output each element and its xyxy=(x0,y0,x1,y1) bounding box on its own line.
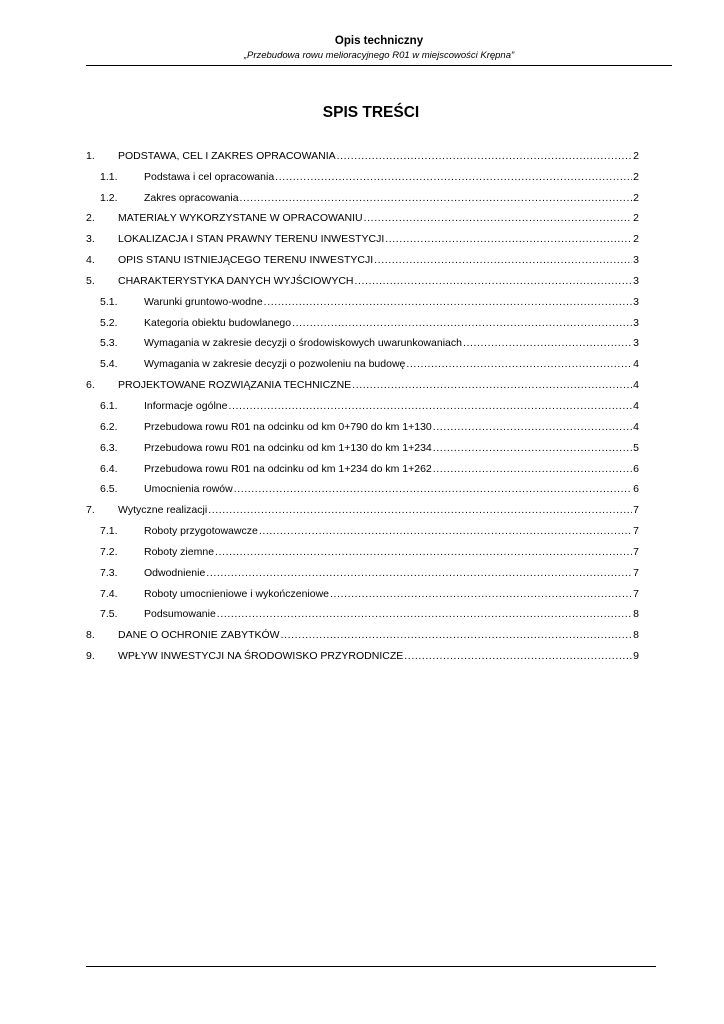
toc-entry[interactable] xyxy=(86,287,639,308)
toc-entry-number: 6.5. xyxy=(100,483,118,496)
toc-entry-leader xyxy=(404,650,632,662)
toc-entry[interactable] xyxy=(86,620,639,641)
toc-entry-title: Podsumowanie xyxy=(144,608,216,621)
toc-entry-leader xyxy=(264,296,632,308)
toc-entry-page: 6 xyxy=(633,483,639,496)
toc-entry-title: MATERIAŁY WYKORZYSTANE W OPRACOWANIU xyxy=(118,212,363,225)
toc-entry[interactable] xyxy=(86,183,639,204)
toc-entry-leader xyxy=(228,400,632,412)
toc-entry-page: 6 xyxy=(633,462,639,475)
toc-entry-title: Wytyczne realizacji xyxy=(118,504,208,517)
toc-entry-leader xyxy=(208,504,632,516)
toc-entry-title: CHARAKTERYSTYKA DANYCH WYJŚCIOWYCH xyxy=(118,274,354,287)
toc-entry[interactable] xyxy=(86,141,639,162)
toc-entry-leader xyxy=(385,233,632,245)
document-title: Opis techniczny xyxy=(334,35,424,47)
toc-entry-title: Informacje ogólne xyxy=(144,399,228,412)
toc-entry[interactable] xyxy=(86,579,639,600)
toc-entry-page: 3 xyxy=(633,337,639,350)
toc-entry-number: 7.5. xyxy=(100,608,118,621)
toc-entry-page: 7 xyxy=(633,504,639,517)
toc-entry-number: 6.1. xyxy=(100,399,118,412)
toc-entry-title: Zakres opracowania xyxy=(144,191,239,204)
toc-entry-number: 2. xyxy=(86,212,95,225)
toc-entry-leader xyxy=(292,317,632,329)
toc-entry-number: 7. xyxy=(86,504,95,517)
toc-entry-title: WPŁYW INWESTYCJI NA ŚRODOWISKO PRZYRODNICZE xyxy=(118,650,404,663)
toc-entry-title: Warunki gruntowo-wodne xyxy=(144,295,263,308)
toc-entry-page: 9 xyxy=(633,650,639,663)
toc-entry-leader xyxy=(374,254,632,266)
toc-entry[interactable] xyxy=(86,349,639,370)
toc-entry-title: Roboty przygotowawcze xyxy=(144,525,258,538)
document-subtitle: „Przebudowa rowu melioracyjnego R01 w miejscowości Krępna” xyxy=(243,50,515,61)
toc-entry-number: 5.4. xyxy=(100,358,118,371)
toc-entry-number: 5.3. xyxy=(100,337,118,350)
toc-entry-leader xyxy=(352,379,632,391)
toc-entry-page: 4 xyxy=(633,399,639,412)
toc-entry-leader xyxy=(259,525,632,537)
toc-entry[interactable] xyxy=(86,245,639,266)
toc-entry[interactable] xyxy=(86,204,639,225)
table-of-contents xyxy=(86,141,639,662)
toc-entry[interactable] xyxy=(86,495,639,516)
toc-entry-leader xyxy=(215,546,632,558)
toc-entry-title: Wymagania w zakresie decyzji o środowiskowych uwarunkowaniach xyxy=(144,337,462,350)
toc-entry-leader xyxy=(433,442,632,454)
toc-entry[interactable] xyxy=(86,329,639,350)
toc-entry-page: 4 xyxy=(633,358,639,371)
toc-entry-page: 2 xyxy=(633,212,639,225)
toc-entry-page: 2 xyxy=(633,149,639,162)
toc-entry[interactable] xyxy=(86,433,639,454)
toc-entry[interactable] xyxy=(86,391,639,412)
toc-entry-number: 7.2. xyxy=(100,545,118,558)
toc-entry-number: 9. xyxy=(86,650,95,663)
toc-entry-leader xyxy=(406,358,632,370)
toc-entry-number: 5. xyxy=(86,274,95,287)
toc-entry-number: 6.2. xyxy=(100,420,118,433)
toc-entry[interactable] xyxy=(86,224,639,245)
toc-entry-leader xyxy=(206,567,632,579)
toc-entry-title: Podstawa i cel opracowania xyxy=(144,170,275,183)
toc-entry-title: Roboty ziemne xyxy=(144,545,215,558)
toc-entry-page: 3 xyxy=(633,316,639,329)
toc-entry[interactable] xyxy=(86,162,639,183)
page-header xyxy=(86,34,672,66)
toc-entry-page: 2 xyxy=(633,170,639,183)
toc-entry-page: 3 xyxy=(633,254,639,267)
toc-entry-number: 7.3. xyxy=(100,566,118,579)
toc-entry-leader xyxy=(240,192,633,204)
toc-entry[interactable] xyxy=(86,558,639,579)
toc-entry-leader xyxy=(234,483,632,495)
toc-entry-title: PROJEKTOWANE ROZWIĄZANIA TECHNICZNE xyxy=(118,379,352,392)
toc-entry-page: 7 xyxy=(633,587,639,600)
toc-entry-page: 5 xyxy=(633,441,639,454)
toc-entry[interactable] xyxy=(86,412,639,433)
toc-entry-leader xyxy=(433,421,632,433)
toc-entry[interactable] xyxy=(86,308,639,329)
toc-entry-leader xyxy=(463,337,632,349)
footer-divider xyxy=(86,966,656,967)
toc-entry-page: 8 xyxy=(633,608,639,621)
toc-entry-leader xyxy=(217,608,632,620)
toc-entry[interactable] xyxy=(86,370,639,391)
toc-entry-number: 6. xyxy=(86,379,95,392)
toc-entry[interactable] xyxy=(86,516,639,537)
toc-entry-number: 6.4. xyxy=(100,462,118,475)
toc-entry-page: 3 xyxy=(633,274,639,287)
toc-entry-title: DANE O OCHRONIE ZABYTKÓW xyxy=(118,629,280,642)
toc-entry-title: OPIS STANU ISTNIEJĄCEGO TERENU INWESTYCJI xyxy=(118,254,374,267)
toc-entry-title: Roboty umocnieniowe i wykończeniowe xyxy=(144,587,330,600)
toc-entry[interactable] xyxy=(86,537,639,558)
toc-heading: SPIS TREŚCI xyxy=(322,104,420,121)
toc-entry-title: Wymagania w zakresie decyzji o pozwoleniu na budowę xyxy=(144,358,406,371)
toc-entry-number: 3. xyxy=(86,233,95,246)
toc-entry-number: 7.1. xyxy=(100,525,118,538)
toc-entry-page: 2 xyxy=(633,233,639,246)
toc-entry-number: 6.3. xyxy=(100,441,118,454)
toc-entry-title: Kategoria obiektu budowlanego xyxy=(144,316,292,329)
toc-entry-leader xyxy=(330,588,632,600)
toc-entry-title: Umocnienia rowów xyxy=(144,483,233,496)
toc-entry-number: 4. xyxy=(86,254,95,267)
toc-entry-number: 5.1. xyxy=(100,295,118,308)
toc-entry-page: 3 xyxy=(633,295,639,308)
toc-entry-leader xyxy=(355,275,633,287)
toc-entry[interactable] xyxy=(86,600,639,621)
toc-entry-page: 7 xyxy=(633,545,639,558)
toc-entry-page: 7 xyxy=(633,525,639,538)
toc-entry-leader xyxy=(275,171,632,183)
toc-entry-leader xyxy=(281,629,633,641)
toc-entry[interactable] xyxy=(86,454,639,475)
toc-entry-number: 1. xyxy=(86,149,95,162)
toc-entry-page: 2 xyxy=(633,191,639,204)
toc-entry-leader xyxy=(433,463,632,475)
toc-entry[interactable] xyxy=(86,266,639,287)
toc-entry-title: LOKALIZACJA I STAN PRAWNY TERENU INWESTYCJI xyxy=(118,233,385,246)
toc-entry-title: Przebudowa rowu R01 na odcinku od km 0+790 do km 1+130 xyxy=(144,420,432,433)
toc-entry-page: 4 xyxy=(633,420,639,433)
toc-entry-leader xyxy=(364,212,633,224)
toc-entry-leader xyxy=(337,150,633,162)
toc-entry-page: 7 xyxy=(633,566,639,579)
toc-entry-page: 8 xyxy=(633,629,639,642)
toc-entry-number: 7.4. xyxy=(100,587,118,600)
toc-entry-number: 5.2. xyxy=(100,316,118,329)
toc-entry-title: Przebudowa rowu R01 na odcinku od km 1+234 do km 1+262 xyxy=(144,462,432,475)
toc-entry-title: PODSTAWA, CEL I ZAKRES OPRACOWANIA xyxy=(118,149,336,162)
toc-entry-number: 8. xyxy=(86,629,95,642)
toc-entry-number: 1.1. xyxy=(100,170,118,183)
toc-entry-title: Przebudowa rowu R01 na odcinku od km 1+130 do km 1+234 xyxy=(144,441,432,454)
toc-entry-title: Odwodnienie xyxy=(144,566,206,579)
toc-entry-number: 1.2. xyxy=(100,191,118,204)
toc-entry-page: 4 xyxy=(633,379,639,392)
toc-entry[interactable] xyxy=(86,641,639,662)
toc-entry[interactable] xyxy=(86,475,639,496)
